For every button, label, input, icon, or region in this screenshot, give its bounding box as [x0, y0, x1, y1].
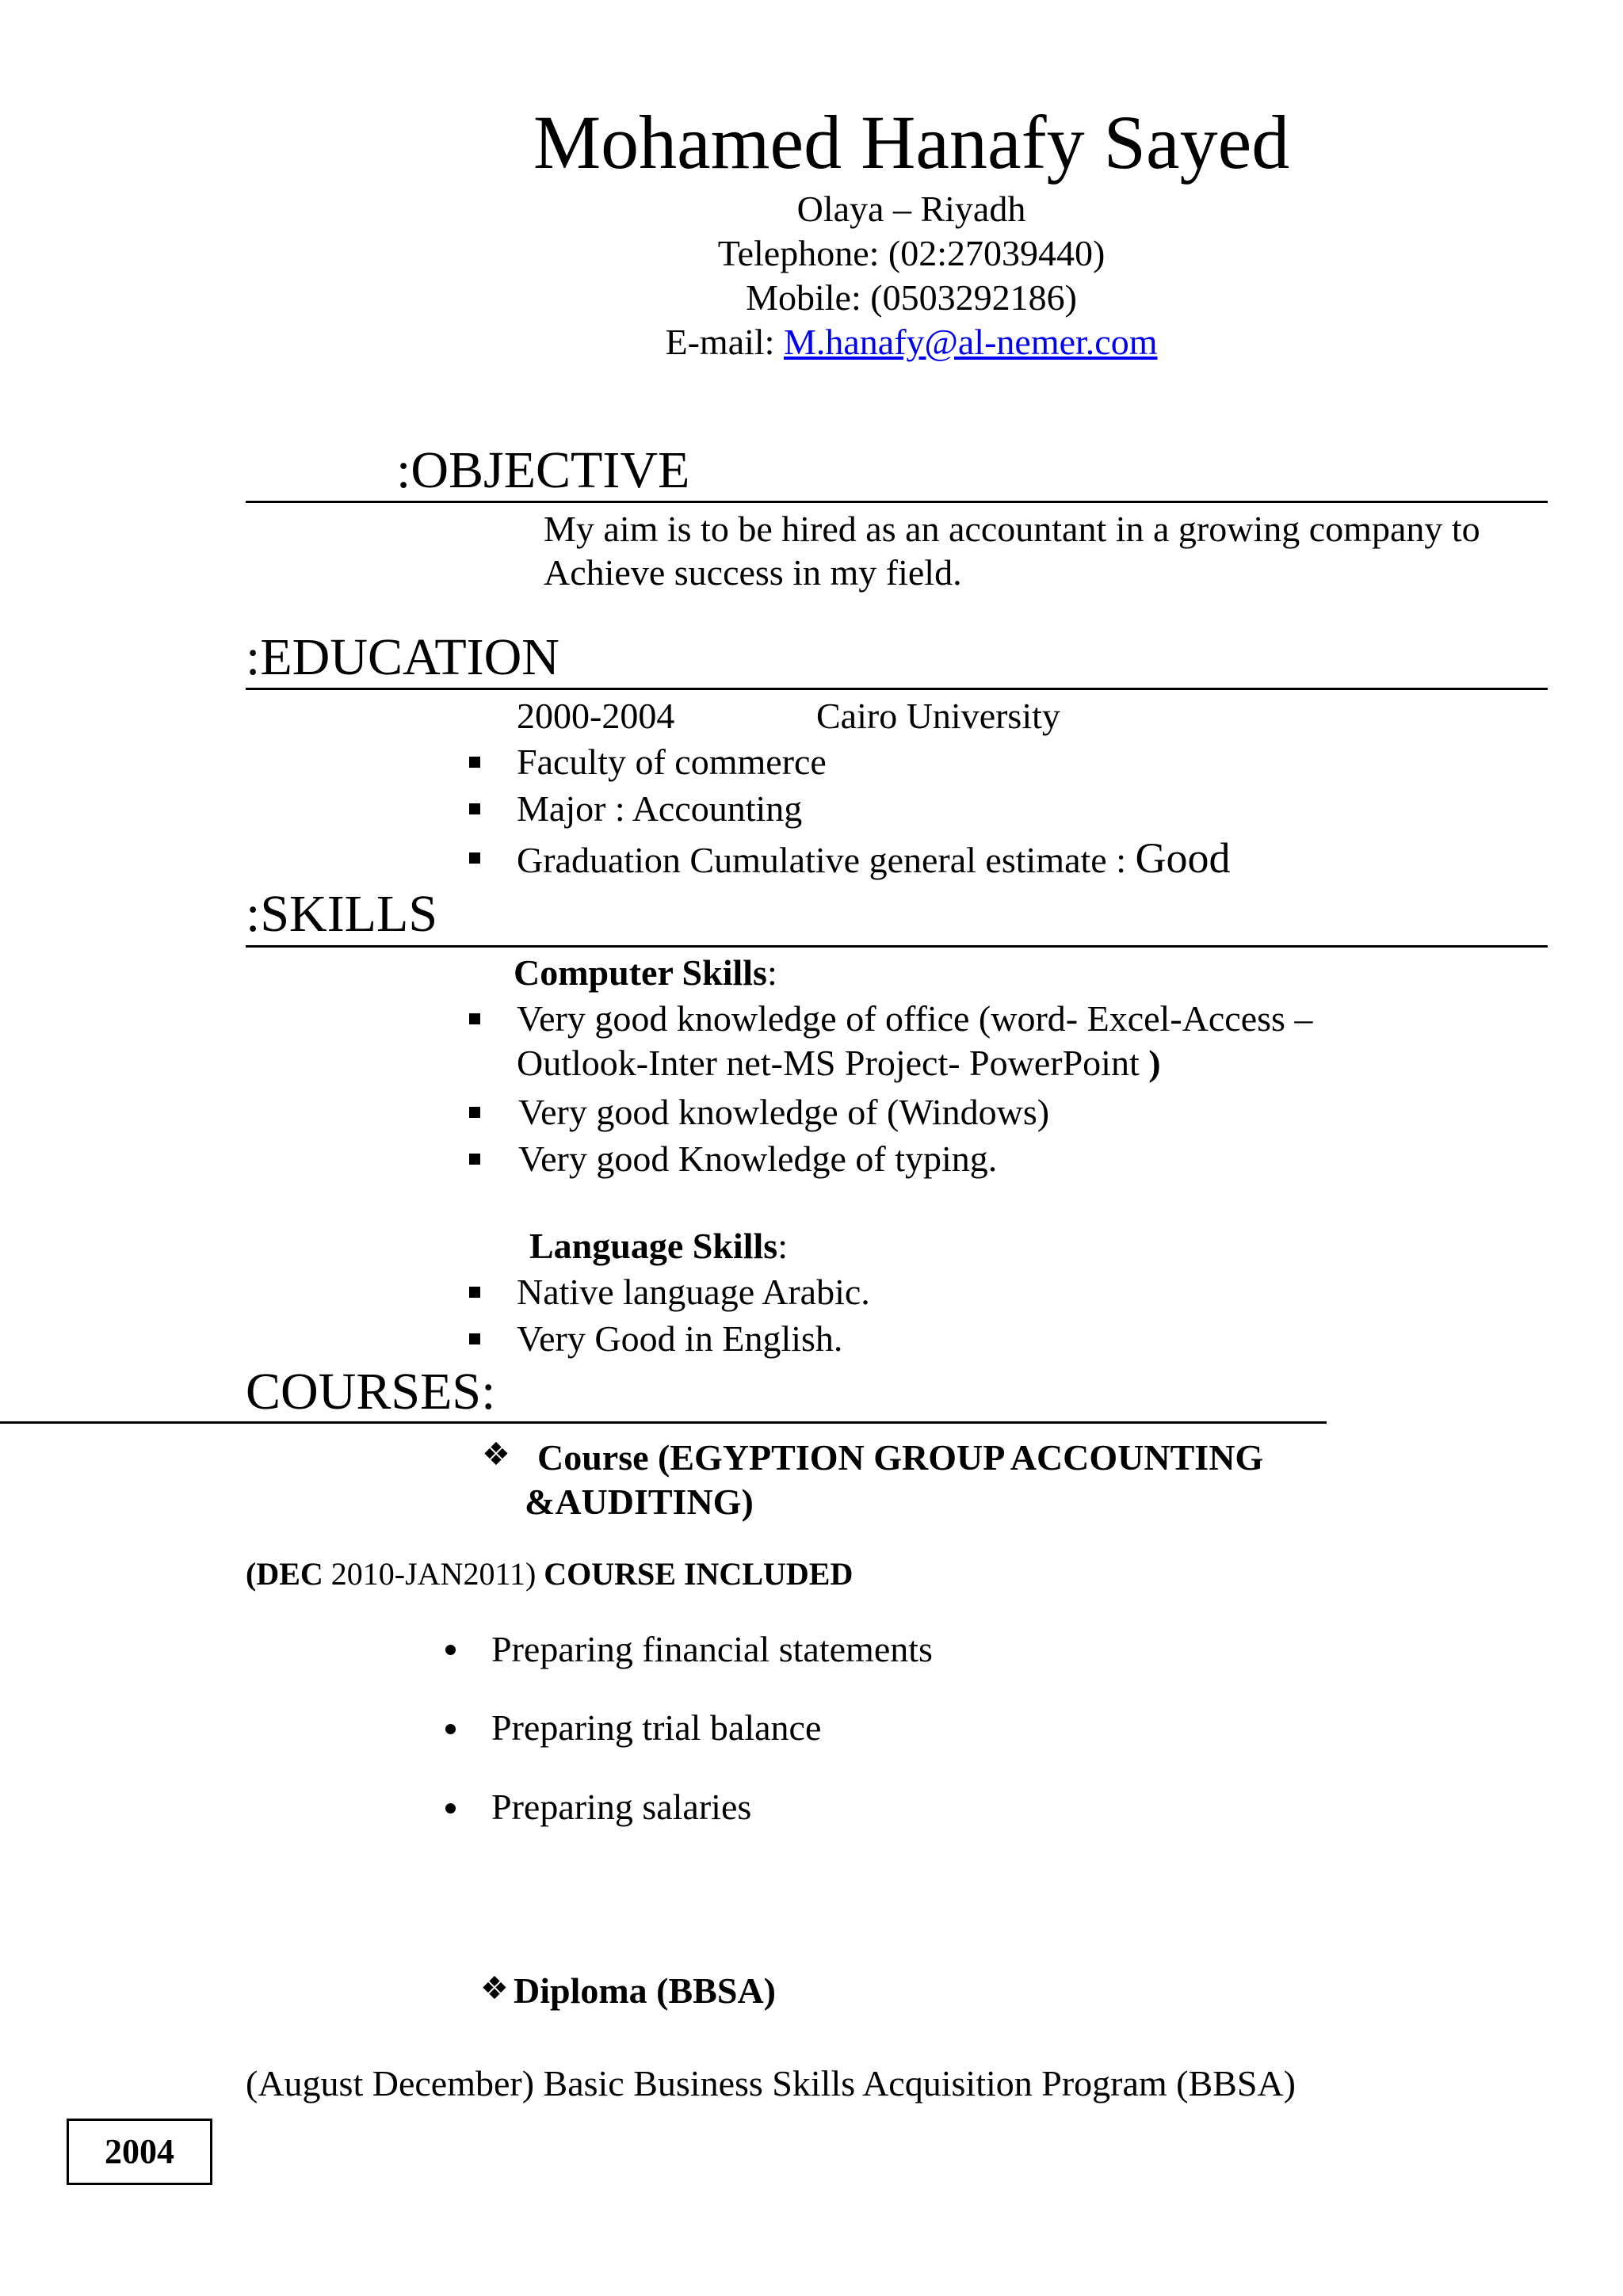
diploma-program: (August December) Basic Business Skills Acquisition Program (BBSA) — [246, 2063, 1296, 2103]
course-date-line: (DEC 2010-JAN2011) COURSE INCLUDED — [246, 1556, 854, 1592]
square-bullet-icon — [469, 803, 480, 814]
education-rule — [246, 688, 1548, 690]
square-bullet-icon — [469, 1154, 480, 1165]
computer-skills-heading: Computer Skills: — [514, 952, 777, 993]
education-heading: :EDUCATION — [246, 628, 559, 686]
education-years: 2000-2004 — [517, 696, 675, 736]
square-bullet-icon — [469, 852, 480, 864]
candidate-name: Mohamed Hanafy Sayed — [533, 100, 1290, 185]
objective-heading: :OBJECTIVE — [396, 441, 690, 499]
diploma-title: Diploma (BBSA) — [514, 1970, 776, 2011]
computer-skill-item: Very good Knowledge of typing. — [518, 1138, 998, 1179]
course-topic: Preparing trial balance — [491, 1707, 822, 1748]
round-bullet-icon — [445, 1645, 456, 1655]
email-link[interactable]: M.hanafy@al-nemer.com — [783, 322, 1158, 362]
email-label: E-mail: — [665, 322, 784, 362]
square-bullet-icon — [469, 1287, 480, 1298]
square-bullet-icon — [469, 1013, 480, 1024]
telephone: Telephone: (02:27039440) — [717, 233, 1106, 273]
diploma-year-box: 2004 — [67, 2119, 212, 2185]
round-bullet-icon — [445, 1803, 456, 1814]
objective-line-1: My aim is to be hired as an accountant in a growing company to — [544, 509, 1480, 549]
computer-skill-item-cont: Outlook-Inter net-MS Project- PowerPoint ) — [517, 1043, 1161, 1083]
courses-heading: COURSES: — [246, 1363, 496, 1421]
course-topic: Preparing financial statements — [491, 1629, 933, 1669]
objective-line-2: Achieve success in my field. — [544, 552, 962, 593]
square-bullet-icon — [469, 1107, 480, 1118]
language-skills-heading: Language Skills: — [529, 1226, 788, 1266]
skills-heading: :SKILLS — [246, 885, 438, 943]
computer-skill-item: Very good knowledge of (Windows) — [518, 1092, 1050, 1132]
education-grade: Good — [1135, 834, 1231, 882]
four-diamond-icon: ❖ — [482, 1436, 510, 1473]
course-title-line-2: &AUDITING) — [525, 1482, 754, 1522]
mobile: Mobile: (0503292186) — [746, 277, 1077, 318]
course-topic: Preparing salaries — [491, 1787, 752, 1827]
education-item: Major : Accounting — [517, 788, 803, 829]
education-university: Cairo University — [816, 696, 1060, 736]
address: Olaya – Riyadh — [796, 189, 1026, 229]
education-item: Graduation Cumulative general estimate : Good — [517, 834, 1231, 882]
round-bullet-icon — [445, 1724, 456, 1734]
skills-rule — [246, 945, 1548, 948]
objective-rule — [246, 501, 1548, 503]
language-skill-item: Native language Arabic. — [517, 1272, 870, 1312]
square-bullet-icon — [469, 1333, 480, 1344]
computer-skill-item: Very good knowledge of office (word- Excel-Access – — [517, 998, 1313, 1039]
email-line — [0, 320, 1623, 364]
four-diamond-icon: ❖ — [480, 1970, 509, 2007]
square-bullet-icon — [469, 757, 480, 768]
course-title-line-1: Course (EGYPTION GROUP ACCOUNTING — [537, 1437, 1264, 1478]
education-item: Faculty of commerce — [517, 742, 827, 782]
courses-rule — [0, 1421, 1327, 1424]
language-skill-item: Very Good in English. — [517, 1318, 843, 1359]
